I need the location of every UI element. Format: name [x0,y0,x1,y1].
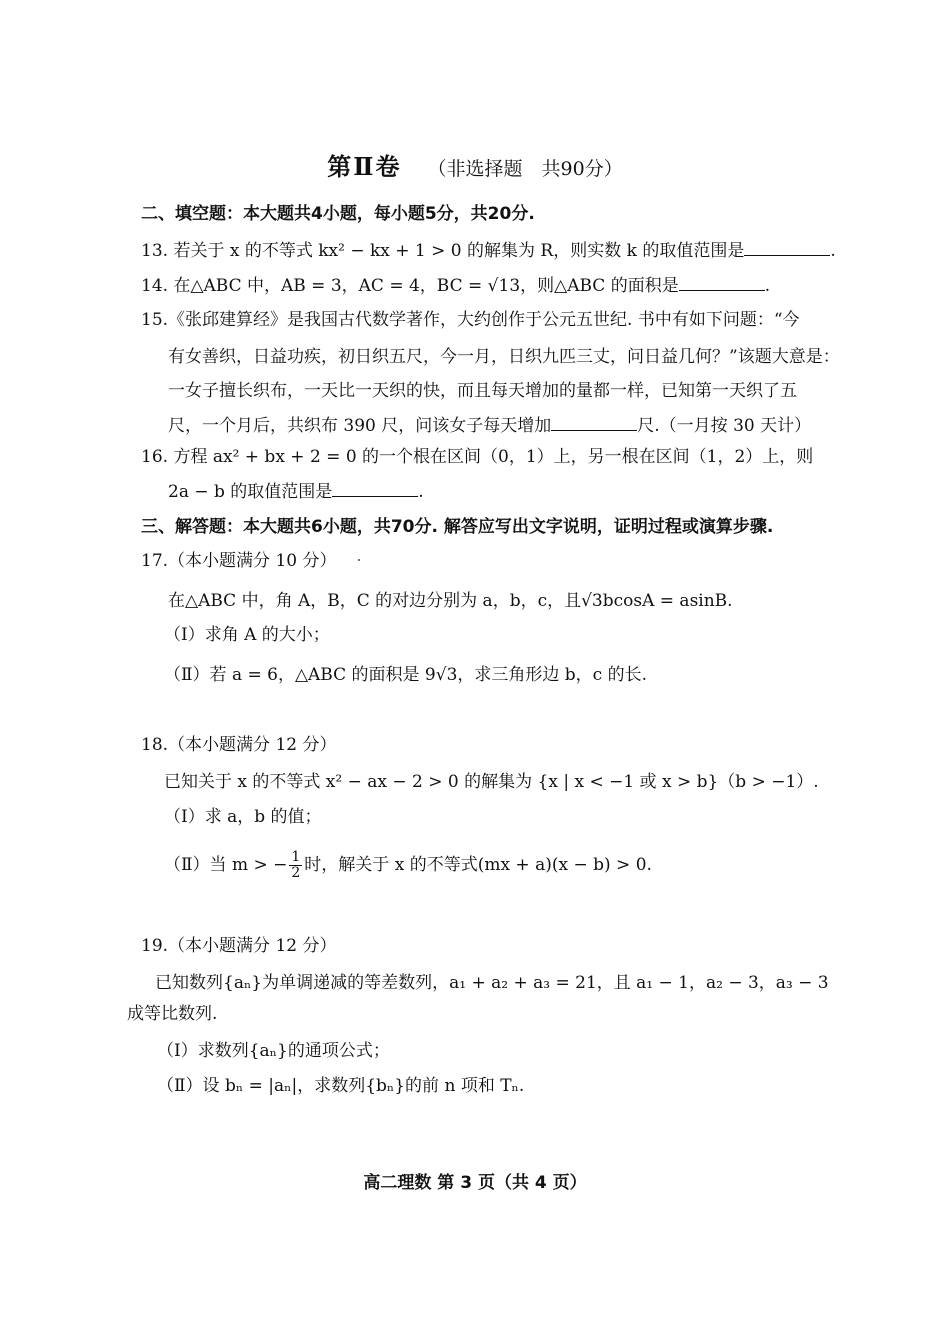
answer-section-heading: 三、解答题：本大题共6小题，共70分. 解答应写出文字说明，证明过程或演算步骤. [141,517,774,537]
answer-blank-15[interactable] [551,414,637,431]
question-13-text: 13. 若关于 x 的不等式 kx² − kx + 1 > 0 的解集为 R，则实数 k 的取值范围是 [141,241,745,261]
question-19-part1: （Ⅰ）求数列{aₙ}的通项公式； [157,1041,390,1061]
section-subtitle: （非选择题 共90分） [427,158,623,180]
question-18-part1: （Ⅰ）求 a，b 的值； [164,807,322,827]
answer-blank-14[interactable] [679,274,765,291]
question-15-line3: 一女子擅长织布，一天比一天织的快，而且每天增加的量都一样，已知第一天织了五 [168,381,797,401]
page-footer: 高二理数 第 3 页（共 4 页） [363,1173,587,1193]
answer-blank-16[interactable] [332,480,418,497]
fraction-one-half: $\frac{1}{2}$ [291,849,301,881]
question-14-text: 14. 在△ABC 中，AB = 3，AC = 4，BC = √13，则△ABC 的面积是 [141,276,679,296]
question-19-stem-line1: 已知数列{aₙ}为单调递减的等差数列，a₁ + a₂ + a₃ = 21，且 a₁ − 1，a₂ − 3，a₃ − 3 [155,973,829,993]
question-17-part1: （Ⅰ）求角 A 的大小； [164,625,330,645]
fill-in-heading: 二、填空题：本大题共4小题，每小题5分，共20分. [141,204,535,224]
question-16-line2: 2a − b 的取值范围是 . [168,482,424,502]
question-18-number: 18.（本小题满分 12 分） [141,735,337,755]
question-18-part2: （Ⅱ）当 m > − $\frac{1}{2}$ 时，解关于 x 的不等式(mx + a)(x − b) > 0. [164,849,652,881]
question-17-part2: （Ⅱ）若 a = 6，△ABC 的面积是 9√3，求三角形边 b，c 的长. [164,665,648,685]
question-14: 14. 在△ABC 中，AB = 3，AC = 4，BC = √13，则△ABC 的面积是 . [141,276,771,296]
paper-section-title [0,147,950,182]
answer-blank-13[interactable] [744,239,830,256]
speck [358,559,360,561]
question-17-number: 17.（本小题满分 10 分） [141,551,337,571]
section-title: 第Ⅱ卷 [327,152,402,181]
question-15-line2: 有女善织，日益功疾，初日织五尺，今一月，日织九匹三丈，问日益几何？”该题大意是： [168,347,840,367]
question-17-stem: 在△ABC 中，角 A，B，C 的对边分别为 a，b，c，且√3bcosA = asinB. [168,591,733,611]
question-19-stem-line2: 成等比数列. [127,1004,218,1024]
question-15-line4: 尺，一个月后，共织布 390 尺，问该女子每天增加 尺.（一月按 30 天计） [168,416,812,436]
question-15-line1: 15.《张邱建算经》是我国古代数学著作，大约创作于公元五世纪. 书中有如下问题：“今 [141,310,800,330]
question-19-number: 19.（本小题满分 12 分） [141,936,337,956]
question-13: 13. 若关于 x 的不等式 kx² − kx + 1 > 0 的解集为 R，则实数 k 的取值范围是 . [141,241,836,261]
question-18-stem: 已知关于 x 的不等式 x² − ax − 2 > 0 的解集为 {x | x < −1 或 x > b}（b > −1）. [164,772,819,792]
question-16-line1: 16. 方程 ax² + bx + 2 = 0 的一个根在区间（0，1）上，另一根在区间（1，2）上，则 [141,447,814,467]
question-19-part2: （Ⅱ）设 bₙ = |aₙ|，求数列{bₙ}的前 n 项和 Tₙ. [157,1076,525,1096]
